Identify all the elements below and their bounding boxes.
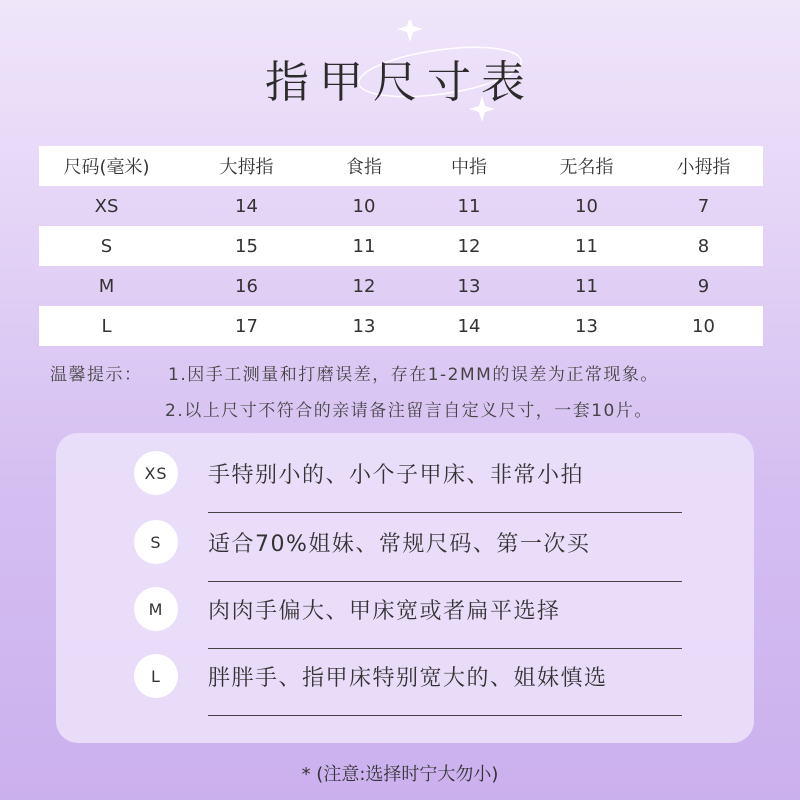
table-cell: 10 [352,195,376,217]
size-guide-item [56,520,754,580]
table-cell: 15 [235,235,258,257]
footer-note: * (注意:选择时宁大勿小) [301,764,499,785]
notes-label: 温馨提示： [50,365,143,385]
table-cell: 13 [575,315,598,337]
table-cell: 16 [235,275,258,297]
divider [208,648,682,649]
size-description: 肉肉手偏大、甲床宽或者扁平选择 [208,599,561,624]
table-cell: 17 [235,315,258,337]
table-cell: 8 [697,235,710,257]
size-badge: M [134,587,178,631]
table-row [39,186,763,226]
table-row [39,306,763,346]
table-cell: 11 [575,275,598,297]
size-badge: L [134,654,178,698]
size-guide-item [56,451,754,511]
size-guide-panel [56,433,754,743]
table-cell: 10 [692,315,715,337]
table-row [39,226,763,266]
table-cell: S [100,235,113,257]
size-guide-item [56,587,754,647]
header-cell-index: 食指 [346,157,382,178]
table-cell: 14 [235,195,258,217]
table-row [39,266,763,306]
table-cell: 9 [697,275,710,297]
table-cell: 13 [352,315,376,337]
size-description: 手特别小的、小个子甲床、非常小拍 [208,463,585,488]
page-title: 指甲尺寸表 [265,57,535,108]
size-description: 适合70%姐妹、常规尺码、第一次买 [208,532,591,557]
header-cell-pinky: 小拇指 [676,157,731,178]
table-cell: 10 [575,195,598,217]
table-cell: XS [94,195,119,217]
table-cell: 12 [352,275,376,297]
table-cell: 13 [457,275,481,297]
note-line-2: 2.以上尺寸不符合的亲请备注留言自定义尺寸，一套10片。 [165,401,653,421]
size-badge: S [134,520,178,564]
size-description: 胖胖手、指甲床特别宽大的、姐妹慎选 [208,666,608,691]
table-header-row [39,146,763,186]
divider [208,512,682,513]
header-cell-size: 尺码(毫米) [63,157,150,178]
table-cell: 12 [457,235,481,257]
header-cell-middle: 中指 [451,157,487,178]
table-cell: 7 [697,195,710,217]
divider [208,715,682,716]
size-badge: XS [134,451,178,495]
divider [208,581,682,582]
note-line-1: 1.因手工测量和打磨误差，存在1-2MM的误差为正常现象。 [168,365,659,385]
table-cell: 11 [575,235,598,257]
table-cell: 14 [457,315,481,337]
table-cell: 11 [352,235,376,257]
table-cell: M [98,275,115,297]
table-cell: 11 [457,195,481,217]
title-area [0,20,800,130]
table-cell: L [101,315,112,337]
header-cell-thumb: 大拇指 [219,157,274,178]
size-table [39,146,763,346]
header-cell-ring: 无名指 [559,157,614,178]
size-guide-item [56,654,754,714]
